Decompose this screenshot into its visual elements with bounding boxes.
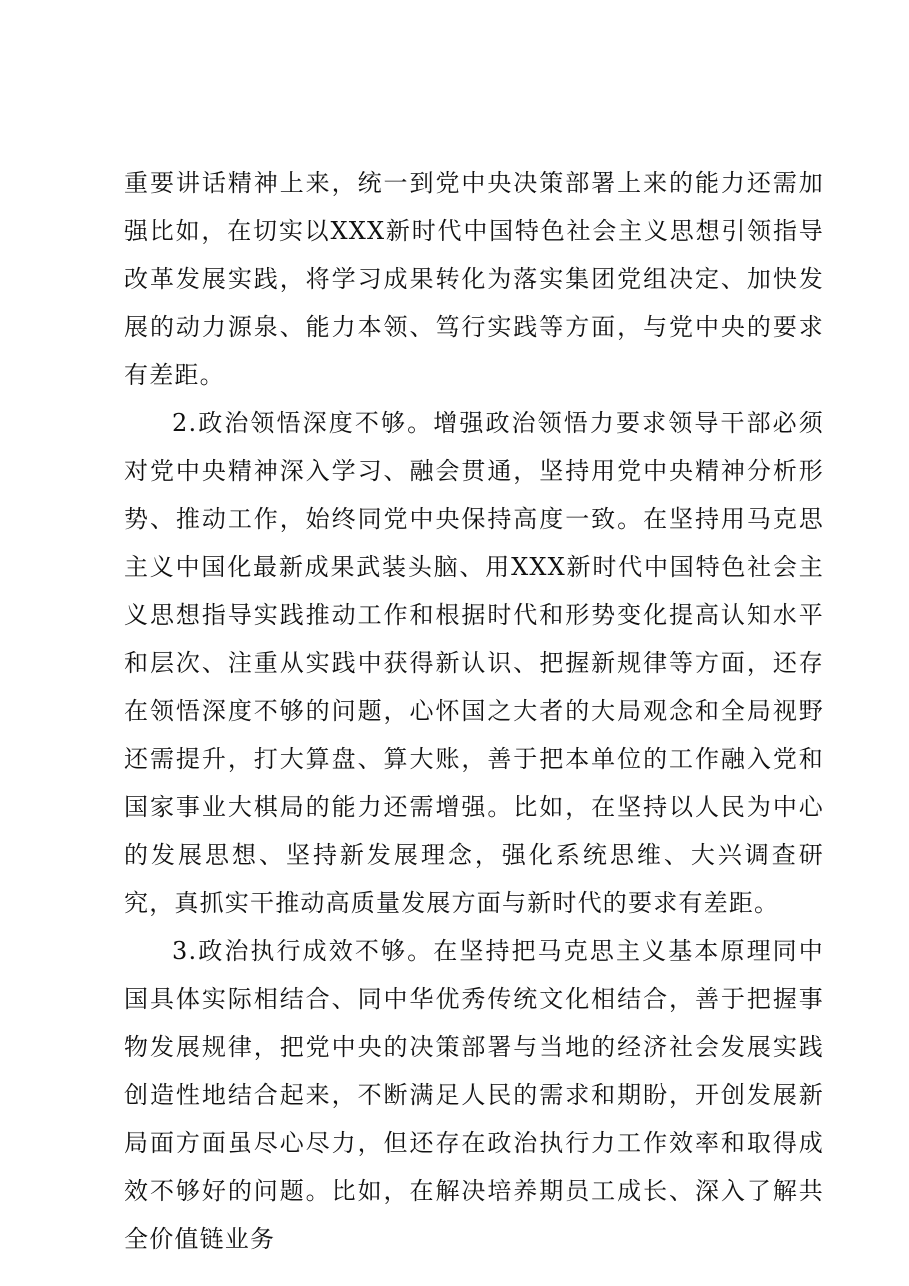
paragraph-political-understanding: 2.政治领悟深度不够。增强政治领悟力要求领导干部必须对党中央精神深入学习、融会贯通，坚持用党中央精神分析形势、推动工作，始终同党中央保持高度一致。在坚持用马克思主义中国化最新成果武装头脑、用XXX新时代中国特色社会主义思想指导实践推动工作和根据时代和形势变化提高认知水平和层次、注重从实践中获得新认识、把握新规律等方面，还存在领悟深度不够的问题，心怀国之大者的大局观念和全局视野还需提升，打大算盘、算大账，善于把本单位的工作融入党和国家事业大棋局的能力还需增强。比如，在坚持以人民为中心的发展思想、坚持新发展理念，强化系统思维、大兴调查研究，真抓实干推动高质量发展方面与新时代的要求有差距。	[124, 409, 824, 917]
paragraph-political-execution: 3.政治执行成效不够。在坚持把马克思主义基本原理同中国具体实际相结合、同中华优秀传统文化相结合，善于把握事物发展规律，把党中央的决策部署与当地的经济社会发展实践创造性地结合起来，不断满足人民的需求和期盼，开创发展新局面方面虽尽心尽力，但还存在政治执行力工作效率和取得成效不够好的问题。比如，在解决培养期员工成长、深入了解共全价值链业务	[124, 937, 824, 1253]
document-body	[124, 159, 824, 1263]
paragraph-continuation: 重要讲话精神上来，统一到党中央决策部署上来的能力还需加强比如，在切实以XXX新时代中国特色社会主义思想引领指导改革发展实践，将学习成果转化为落实集团党组决定、加快发展的动力源泉、能力本领、笃行实践等方面，与党中央的要求有差距。	[124, 169, 824, 389]
